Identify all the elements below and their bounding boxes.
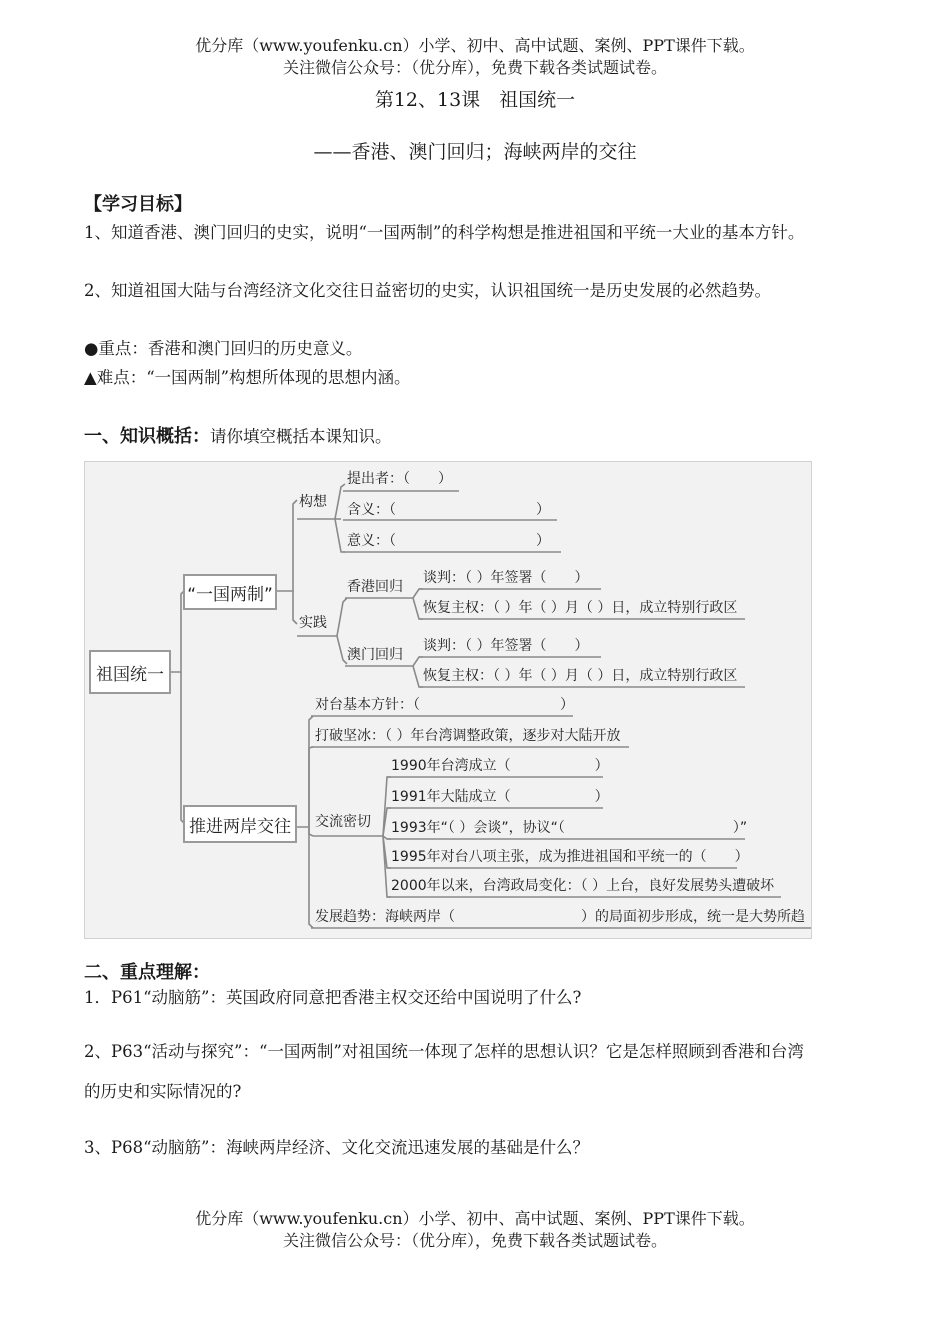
exchange-1991: 1991年大陆成立（ ） [391, 789, 609, 805]
difficult-point: ▲难点：“一国两制”构想所体现的思想内涵。 [84, 368, 411, 387]
branch-one-country-two-systems: “一国两制” [183, 574, 277, 610]
development-trend: 发展趋势：海峡两岸（ ）的局面初步形成，统一是大势所趋 [315, 909, 805, 925]
macau-sovereignty: 恢复主权：（ ）年（ ）月（ ）日，成立特别行政区 [423, 668, 738, 684]
page-title: 第12、13课 祖国统一 [374, 89, 576, 111]
break-ice: 打破坚冰：（ ）年台湾调整政策，逐步对大陆开放 [315, 728, 621, 744]
section1-title: 一、知识概括： [84, 426, 210, 447]
section1-heading [84, 422, 392, 448]
footer-line-2: 关注微信公众号：（优分库），免费下载各类试题试卷。 [282, 1231, 667, 1250]
section2-heading: 二、重点理解： [84, 962, 210, 983]
key-point: ●重点：香港和澳门回归的历史意义。 [84, 339, 363, 358]
section1-instruction: 请你填空概括本课知识。 [210, 427, 392, 446]
mindmap-root: 祖国统一 [89, 650, 171, 694]
knowledge-mindmap [84, 461, 812, 939]
exchange-label: 交流密切 [315, 814, 371, 830]
question-2: 2、P63“活动与探究”：“一国两制”对祖国统一体现了怎样的思想认识？它是怎样照顾到香港和台湾的历史和实际情况的? [84, 1042, 804, 1101]
idea-meaning: 含义：（ ） [347, 502, 550, 518]
goal-item-2: 2、知道祖国大陆与台湾经济文化交往日益密切的史实，认识祖国统一是历史发展的必然趋势。 [84, 281, 771, 300]
page-subtitle: ——香港、澳门回归；海峡两岸的交往 [313, 141, 637, 163]
exchange-1993: 1993年“（ ）会谈”，协议“（ ）” [391, 820, 748, 836]
idea-significance: 意义：（ ） [347, 533, 550, 549]
exchange-2000: 2000年以来，台湾政局变化：（ ）上台，良好发展势头遭破坏 [391, 878, 775, 894]
branch-cross-strait: 推进两岸交往 [183, 805, 297, 843]
goal-item-1: 1、知道香港、澳门回归的史实，说明“一国两制”的科学构想是推进祖国和平统一大业的基本方针。 [84, 223, 805, 242]
hk-sovereignty: 恢复主权：（ ）年（ ）月（ ）日，成立特别行政区 [423, 600, 738, 616]
idea-label: 构想 [299, 494, 327, 510]
idea-proposer: 提出者：（ ） [347, 471, 452, 487]
question-1: 1．P61“动脑筋”：英国政府同意把香港主权交还给中国说明了什么? [84, 988, 582, 1007]
exchange-1990: 1990年台湾成立（ ） [391, 758, 609, 774]
footer-line-1: 优分库（www.youfenku.cn）小学、初中、高中试题、案例、PPT课件下载。 [195, 1209, 755, 1228]
macau-negotiation: 谈判：（ ）年签署（ ） [423, 638, 589, 654]
question-3: 3、P68“动脑筋”：海峡两岸经济、文化交流迅速发展的基础是什么？ [84, 1138, 589, 1157]
header-line-1: 优分库（www.youfenku.cn）小学、初中、高中试题、案例、PPT课件下载。 [195, 36, 755, 55]
taiwan-policy: 对台基本方针：（ ） [315, 697, 574, 713]
hk-negotiation: 谈判：（ ）年签署（ ） [423, 570, 589, 586]
practice-label: 实践 [299, 615, 327, 631]
macau-label: 澳门回归 [347, 647, 403, 663]
hk-label: 香港回归 [347, 579, 403, 595]
exchange-1995: 1995年对台八项主张，成为推进祖国和平统一的（ ） [391, 849, 749, 865]
header-line-2: 关注微信公众号：（优分库），免费下载各类试题试卷。 [282, 58, 667, 77]
goals-heading: 【学习目标】 [84, 194, 192, 215]
